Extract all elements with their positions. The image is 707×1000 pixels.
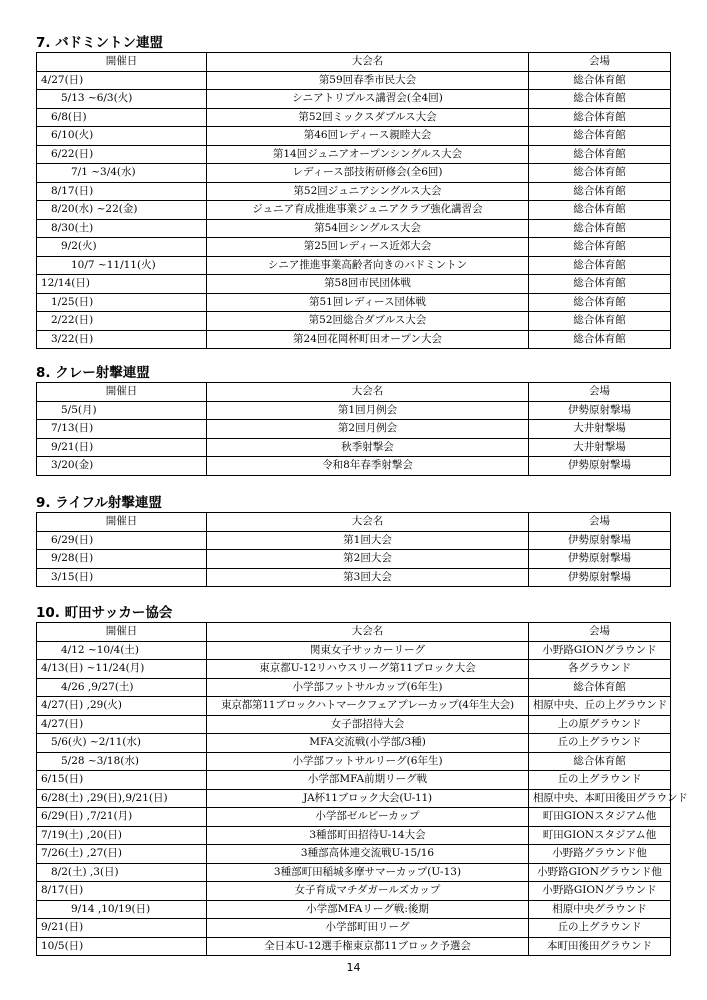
event-venue: 相原中央、丘の上グラウンド: [529, 697, 671, 716]
event-name: 東京都第11ブロックハトマークフェアプレーカップ(4年生大会): [207, 697, 529, 716]
event-name: 第59回春季市民大会: [207, 71, 529, 90]
event-date: 2/22(日): [37, 312, 207, 331]
event-venue: 丘の上グラウンド: [529, 734, 671, 753]
section-title: 9. ライフル射撃連盟: [36, 495, 162, 511]
table-row: [37, 145, 671, 164]
event-venue: 大井射撃場: [529, 438, 671, 457]
table-row: [37, 845, 671, 864]
event-venue: 伊勢原射撃場: [529, 550, 671, 569]
header-row: [37, 623, 671, 642]
event-name: 第58回市民団体戦: [207, 275, 529, 294]
event-date: 3/15(日): [37, 568, 207, 587]
event-date: 10/7 ~11/11(火): [37, 256, 207, 275]
event-name: 3種部町田稲城多摩サマーカップ(U-13): [207, 863, 529, 882]
header-venue: 会場: [529, 383, 671, 402]
page-number: 14: [346, 961, 361, 974]
table-row: [37, 330, 671, 349]
table-row: [37, 826, 671, 845]
header-date: 開催日: [37, 623, 207, 642]
table-row: [37, 771, 671, 790]
table-row: [37, 201, 671, 220]
event-date: 8/17(日): [37, 182, 207, 201]
event-date: 4/13(日) ~11/24(月): [37, 660, 207, 679]
table-row: [37, 438, 671, 457]
event-venue: 総合体育館: [529, 127, 671, 146]
table-row: [37, 752, 671, 771]
event-venue: 小野路グラウンド他: [529, 845, 671, 864]
schedule-table: [36, 382, 671, 476]
header-venue: 会場: [529, 53, 671, 72]
event-date: 5/28 ~3/18(水): [37, 752, 207, 771]
event-name: 第25回レディース近郊大会: [207, 238, 529, 257]
event-venue: 小野路GIONグラウンド他: [529, 863, 671, 882]
schedule-table: [36, 512, 671, 587]
header-venue: 会場: [529, 513, 671, 532]
event-name: 第52回ミックスダブルス大会: [207, 108, 529, 127]
event-date: 6/22(日): [37, 145, 207, 164]
event-date: 4/27(日) ,29(火): [37, 697, 207, 716]
event-date: 9/28(日): [37, 550, 207, 569]
event-name: 小学部フットサルカップ(6年生): [207, 678, 529, 697]
event-date: 5/6(火) ~2/11(水): [37, 734, 207, 753]
event-date: 8/17(日): [37, 882, 207, 901]
event-name: 第54回シングルス大会: [207, 219, 529, 238]
event-name: ジュニア育成推進事業ジュニアクラブ強化講習会: [207, 201, 529, 220]
event-venue: 相原中央、本町田後田グラウンド: [529, 789, 671, 808]
event-venue: 総合体育館: [529, 71, 671, 90]
event-name: 第1回月例会: [207, 401, 529, 420]
event-date: 4/27(日): [37, 71, 207, 90]
table-row: [37, 937, 671, 956]
event-name: 女子部招待大会: [207, 715, 529, 734]
table-row: [37, 550, 671, 569]
event-date: 6/29(日): [37, 531, 207, 550]
table-row: [37, 312, 671, 331]
event-name: 小学部フットサルリーグ(6年生): [207, 752, 529, 771]
schedule-table: [36, 622, 688, 956]
event-venue: 総合体育館: [529, 330, 671, 349]
table-row: [37, 882, 671, 901]
event-name: 第51回レディース団体戦: [207, 293, 529, 312]
table-row: [37, 678, 671, 697]
event-venue: 丘の上グラウンド: [529, 919, 671, 938]
table-row: [37, 219, 671, 238]
event-venue: 本町田後田グラウンド: [529, 937, 671, 956]
event-name: 全日本U-12選手権東京都11ブロック予選会: [207, 937, 529, 956]
event-date: 5/13 ~6/3(火): [37, 90, 207, 109]
header-event: 大会名: [207, 513, 529, 532]
event-venue: 大井射撃場: [529, 420, 671, 439]
table-row: [37, 808, 671, 827]
event-name: 第46回レディース親睦大会: [207, 127, 529, 146]
header-event: 大会名: [207, 623, 529, 642]
table-row: [37, 900, 671, 919]
event-date: 12/14(日): [37, 275, 207, 294]
event-venue: 総合体育館: [529, 90, 671, 109]
event-date: 6/15(日): [37, 771, 207, 790]
event-venue: 町田GIONスタジアム他: [529, 808, 671, 827]
event-name: JA杯11ブロック大会(U-11): [207, 789, 529, 808]
event-venue: 総合体育館: [529, 752, 671, 771]
event-date: 6/29(日) ,7/21(月): [37, 808, 207, 827]
event-name: 第2回月例会: [207, 420, 529, 439]
section-badminton: [36, 34, 670, 349]
table-row: [37, 531, 671, 550]
event-date: 5/5(月): [37, 401, 207, 420]
event-name: 第14回ジュニアオープンシングルス大会: [207, 145, 529, 164]
event-venue: 総合体育館: [529, 201, 671, 220]
header-date: 開催日: [37, 383, 207, 402]
table-row: [37, 256, 671, 275]
table-row: [37, 293, 671, 312]
event-venue: 総合体育館: [529, 182, 671, 201]
event-venue: 丘の上グラウンド: [529, 771, 671, 790]
event-date: 7/26(土) ,27(日): [37, 845, 207, 864]
event-date: 9/21(日): [37, 438, 207, 457]
event-name: シニア推進事業高齢者向きのバドミントン: [207, 256, 529, 275]
event-date: 8/2(土) ,3(日): [37, 863, 207, 882]
header-event: 大会名: [207, 383, 529, 402]
event-date: 9/21(日): [37, 919, 207, 938]
event-venue: 総合体育館: [529, 678, 671, 697]
event-venue: 相原中央グラウンド: [529, 900, 671, 919]
event-venue: 伊勢原射撃場: [529, 531, 671, 550]
header-date: 開催日: [37, 513, 207, 532]
header-date: 開催日: [37, 53, 207, 72]
table-row: [37, 457, 671, 476]
section-machida-soccer: [36, 604, 688, 956]
event-venue: 小野路GIONグラウンド: [529, 882, 671, 901]
table-row: [37, 715, 671, 734]
event-name: シニアトリプルス講習会(全4回): [207, 90, 529, 109]
event-date: 8/30(土): [37, 219, 207, 238]
table-row: [37, 919, 671, 938]
event-date: 9/2(火): [37, 238, 207, 257]
table-row: [37, 71, 671, 90]
section-title: 7. バドミントン連盟: [36, 35, 163, 51]
event-date: 10/5(日): [37, 937, 207, 956]
event-name: 東京都U-12リハウスリーグ第11ブロック大会: [207, 660, 529, 679]
event-date: 3/22(日): [37, 330, 207, 349]
event-date: 7/13(日): [37, 420, 207, 439]
section-title: 8. クレー射撃連盟: [36, 365, 150, 381]
header-event: 大会名: [207, 53, 529, 72]
section-clay-shooting: [36, 364, 670, 476]
event-venue: 総合体育館: [529, 293, 671, 312]
event-name: MFA交流戦(小学部/3種): [207, 734, 529, 753]
event-venue: 小野路GIONグラウンド: [529, 641, 671, 660]
table-row: [37, 697, 671, 716]
table-row: [37, 568, 671, 587]
event-date: 6/10(火): [37, 127, 207, 146]
header-row: [37, 53, 671, 72]
event-venue: 伊勢原射撃場: [529, 568, 671, 587]
event-venue: 総合体育館: [529, 219, 671, 238]
event-name: 令和8年春季射撃会: [207, 457, 529, 476]
event-date: 1/25(日): [37, 293, 207, 312]
event-venue: 各グラウンド: [529, 660, 671, 679]
table-row: [37, 164, 671, 183]
event-name: 女子育成マチダガールズカップ: [207, 882, 529, 901]
event-name: 第1回大会: [207, 531, 529, 550]
event-venue: 総合体育館: [529, 256, 671, 275]
table-row: [37, 734, 671, 753]
table-row: [37, 238, 671, 257]
header-row: [37, 513, 671, 532]
event-name: 第52回総合ダブルス大会: [207, 312, 529, 331]
event-date: 6/8(日): [37, 108, 207, 127]
event-name: レディース部技術研修会(全6回): [207, 164, 529, 183]
event-date: 3/20(金): [37, 457, 207, 476]
table-row: [37, 90, 671, 109]
table-row: [37, 275, 671, 294]
event-venue: 総合体育館: [529, 312, 671, 331]
table-row: [37, 401, 671, 420]
event-venue: 伊勢原射撃場: [529, 457, 671, 476]
event-date: 4/12 ~10/4(土): [37, 641, 207, 660]
event-name: 小学部町田リーグ: [207, 919, 529, 938]
section-rifle-shooting: [36, 494, 670, 587]
event-venue: 総合体育館: [529, 164, 671, 183]
event-name: 小学部MFA前期リーグ戦: [207, 771, 529, 790]
event-name: 第2回大会: [207, 550, 529, 569]
event-date: 8/20(水) ~22(金): [37, 201, 207, 220]
event-venue: 上の原グラウンド: [529, 715, 671, 734]
table-row: [37, 182, 671, 201]
event-date: 7/1 ~3/4(水): [37, 164, 207, 183]
table-row: [37, 641, 671, 660]
event-venue: 伊勢原射撃場: [529, 401, 671, 420]
event-venue: 総合体育館: [529, 238, 671, 257]
table-row: [37, 789, 671, 808]
event-date: 9/14 ,10/19(日): [37, 900, 207, 919]
table-row: [37, 420, 671, 439]
event-venue: 総合体育館: [529, 145, 671, 164]
event-name: 小学部MFAリーグ戦:後期: [207, 900, 529, 919]
table-row: [37, 127, 671, 146]
event-name: 3種部町田招待U-14大会: [207, 826, 529, 845]
schedule-table: [36, 52, 671, 349]
event-date: 4/27(日): [37, 715, 207, 734]
event-name: 第24回花岡杯町田オープン大会: [207, 330, 529, 349]
event-venue: 総合体育館: [529, 275, 671, 294]
event-date: 4/26 ,9/27(土): [37, 678, 207, 697]
table-row: [37, 660, 671, 679]
event-name: 第3回大会: [207, 568, 529, 587]
event-name: 関東女子サッカーリーグ: [207, 641, 529, 660]
event-name: 小学部ゼルビーカップ: [207, 808, 529, 827]
event-name: 第52回ジュニアシングルス大会: [207, 182, 529, 201]
event-venue: 町田GIONスタジアム他: [529, 826, 671, 845]
event-name: 秋季射撃会: [207, 438, 529, 457]
section-title: 10. 町田サッカー協会: [36, 605, 173, 621]
event-name: 3種部高体連交流戦U-15/16: [207, 845, 529, 864]
table-row: [37, 863, 671, 882]
header-venue: 会場: [529, 623, 671, 642]
event-date: 6/28(土) ,29(日),9/21(日): [37, 789, 207, 808]
header-row: [37, 383, 671, 402]
event-venue: 総合体育館: [529, 108, 671, 127]
event-date: 7/19(土) ,20(日): [37, 826, 207, 845]
table-row: [37, 108, 671, 127]
